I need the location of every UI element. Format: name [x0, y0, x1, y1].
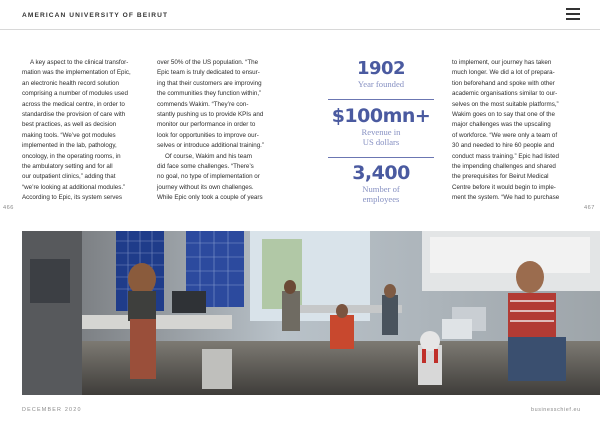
column-2-line: monitor our performance in order to: [157, 121, 256, 129]
column-2-line: did face some challenges. “There’s: [157, 163, 254, 171]
page-header: [0, 0, 600, 30]
column-4-line: 30 and needed to hire 60 people and: [452, 142, 555, 150]
stat-label: US dollars: [362, 137, 400, 147]
column-1-line: A key aspect to the clinical transfor-: [30, 59, 129, 66]
column-2-line: While Epic only took a couple of years: [157, 194, 263, 202]
column-1-line: best practices, as well as decision: [22, 121, 117, 129]
column-1-line: According to Epic, its system serves: [22, 194, 123, 202]
article-column-1: [22, 58, 146, 204]
column-4-line: conduct mass training.” Epic had listed: [452, 152, 559, 160]
stat-label: Year founded: [357, 79, 405, 89]
column-4-line: the prerequisites for Beirut Medical: [452, 173, 549, 181]
column-1-line: comprising a number of modules used: [22, 90, 128, 98]
column-1-line: “we’re looking at additional modules.”: [22, 183, 126, 191]
column-2-line: Of course, Wakim and his team: [165, 152, 252, 160]
column-2-line: commends Wakim. “They’re con-: [157, 100, 249, 108]
column-1-line: mation was the implementation of Epic,: [22, 69, 131, 77]
column-4-line: selves on the most suitable platforms,”: [452, 100, 559, 108]
column-2-line: stantly pushing us to provide KPIs and: [157, 111, 264, 119]
column-1-line: an electronic health record solution: [22, 79, 119, 87]
column-2-line: over 50% of the US population. “The: [157, 59, 259, 66]
column-2-line: journey without its own challenges.: [157, 183, 254, 191]
column-4-line: the impending challenges and shared: [452, 163, 556, 171]
column-4-line: to implement, our journey has taken: [452, 59, 552, 66]
stat-label: employees: [362, 194, 400, 204]
column-4-line: of workforce. “We were only a team of: [452, 131, 558, 139]
column-1-line: the ambulatory setting and for all: [22, 163, 113, 171]
column-4-line: major challenges was the upscaling: [452, 121, 551, 129]
stat-label: Revenue in: [361, 127, 401, 137]
photo-illustration: [22, 231, 600, 395]
column-2-line: look for opportunities to improve our-: [157, 131, 259, 139]
column-2-line: Epic team is truly dedicated to ensur-: [157, 69, 260, 77]
stat-label: Number of: [362, 184, 400, 194]
footer-site: businesschief.eu: [531, 407, 581, 413]
page-number-right: 467: [584, 205, 595, 211]
column-2-line: selves or introduce additional training.”: [157, 142, 265, 150]
stat-employees: [328, 162, 434, 204]
article-column-2: [157, 58, 279, 204]
stat-value: 1902: [356, 58, 406, 79]
article-column-4: [452, 58, 578, 204]
column-2-line: no goal, no type of implementation or: [157, 173, 260, 181]
column-4-line: Wakim goes on to say that one of the: [452, 111, 555, 119]
column-4-line: Centre before it would begin to imple-: [452, 183, 556, 191]
stat-divider: [328, 99, 434, 100]
column-1-line: implemented in the lab, pathology,: [22, 142, 117, 150]
column-4-line: much longer. We did a lot of prepara-: [452, 69, 555, 77]
brand-name: AMERICAN UNIVERSITY OF BEIRUT: [22, 12, 169, 19]
footer-date: DECEMBER 2020: [22, 407, 82, 413]
column-2-line: the communities they function within,”: [157, 90, 262, 98]
stat-revenue: [328, 105, 434, 147]
column-1-line: making tools. “We’ve got modules: [22, 131, 116, 139]
stat-divider: [328, 157, 434, 158]
column-1-line: our outpatient clinics,” adding that: [22, 173, 116, 181]
column-1-line: standardise the provision of care with: [22, 111, 126, 119]
column-1-line: across the medical centre, in order to: [22, 100, 125, 108]
stat-value: 3,400: [352, 162, 410, 184]
menu-icon[interactable]: [566, 8, 580, 20]
column-4-line: tion beforehand and spoke with other: [452, 79, 555, 87]
page-number-left: 466: [3, 205, 14, 211]
column-2-line: ing that their customers are improving: [157, 79, 262, 87]
stat-year-founded: [328, 58, 434, 89]
column-4-line: academic organisations similar to our-: [452, 90, 558, 98]
robotics-lab-photo: [22, 231, 600, 395]
stat-value: $100mn+: [331, 105, 431, 127]
column-4-line: ment the system. “We had to purchase: [452, 194, 560, 202]
column-1-line: oncology, in the operating rooms, in: [22, 152, 121, 160]
